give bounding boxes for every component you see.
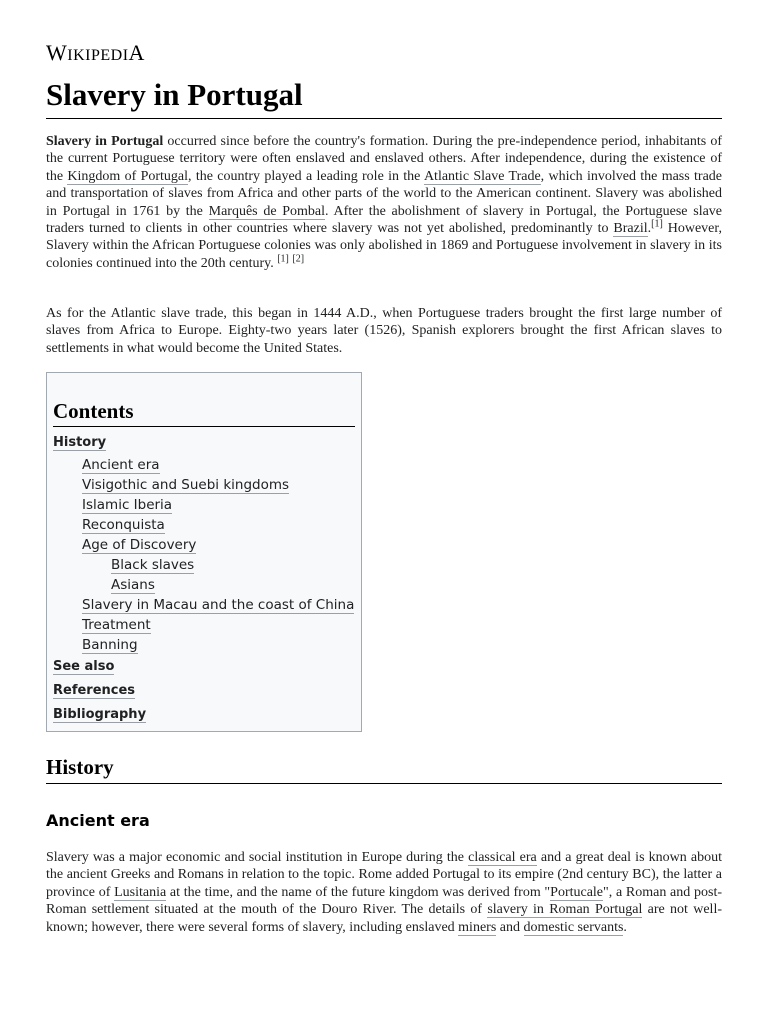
page-title: Slavery in Portugal [46,78,722,119]
link-portucale[interactable]: Portucale [550,884,604,900]
logo-letters: IKIPEDI [67,47,129,64]
text: . [623,919,627,935]
citation-1[interactable]: [1] [651,218,663,230]
subsection-heading-ancient-era: Ancient era [46,811,150,830]
toc-item-see-also[interactable] [53,655,355,679]
toc-title: Contents [53,399,355,427]
text: are not well-known; however, there were several forms of slavery, including enslaved [46,902,722,935]
atlantic-trade-paragraph: As for the Atlantic slave trade, this began in 1444 A.D., when Portuguese traders brought the first large number of slaves from Africa to Europe. Eighty-two years later (1526), Spanish explorers brought the first African slaves to settlements in what would become the United States. [46,306,722,356]
toc-item-visigothic-and-suebi-kingdoms[interactable] [53,475,355,495]
article-subject: Slavery in Portugal [46,134,164,149]
citation-2[interactable]: [2] [292,253,305,265]
link-kingdom-of-portugal[interactable]: Kingdom of Portugal [67,168,189,184]
toc-item-references[interactable] [53,679,355,703]
toc-item-slavery-in-macau-and-the-coast-of-china[interactable] [53,595,355,615]
toc-item-bibliography[interactable] [53,703,355,727]
toc-item-label: Ancient era [82,457,160,473]
toc-item-label: References [53,683,136,698]
toc-item-history[interactable] [53,431,355,455]
table-of-contents [46,372,362,732]
toc-item-label: Islamic Iberia [82,497,173,513]
citation-1[interactable]: [1] [277,253,289,265]
toc-item-black-slaves[interactable] [53,555,355,575]
section-heading-history: History [46,755,722,784]
text: However, Slavery within the African Portuguese colonies was only abolished in 1869 and Portuguese involvement in slavery in its colonies continued into the 20th century. [46,221,722,271]
link-lusitania[interactable]: Lusitania [114,884,167,900]
toc-item-label: Black slaves [111,557,195,573]
toc-item-label: Treatment [82,617,151,633]
ancient-era-paragraph [46,849,722,936]
toc-item-age-of-discovery[interactable] [53,535,355,555]
link-slavery-in-roman-portugal[interactable]: slavery in Roman Portugal [487,902,643,918]
text: ", a Roman and post-Roman settlement situated at the mouth of the Douro River. The details of [46,884,722,918]
toc-item-banning[interactable] [53,635,355,655]
text: , which involved the mass trade and transportation of slaves from Africa and other parts of the world to the American continent. Slavery was abolished in Portugal in 1761 by the [46,168,722,219]
link-miners[interactable]: miners [458,919,497,935]
toc-item-label: Age of Discovery [82,537,197,553]
toc-item-label: Reconquista [82,517,165,533]
toc-item-label: Asians [111,577,155,593]
toc-item-label: See also [53,659,115,674]
text: occurred since before the country's formation. During the pre-independence period, inhabitants of the current Portuguese territory were often enslaved and enslaved others. After independence, during the existence of the [46,134,722,184]
logo-letter: W [46,40,68,65]
toc-item-treatment[interactable] [53,615,355,635]
text: . After the abolishment of slavery in Portugal, the Portuguese slave traders turned to clients in other countries where slavery was not yet abolished, predominantly to [46,203,723,237]
toc-item-asians[interactable] [53,575,355,595]
text: and a great deal is known about the ancient Greeks and Romans in relation to the topic. Rome added Portugal to its empire (2nd century BC), the latter a province of [46,850,722,900]
link-classical-era[interactable]: classical era [468,850,537,865]
link-domestic-servants[interactable]: domestic servants [523,919,624,935]
text: at the time, and the name of the future kingdom was derived from " [166,884,551,900]
toc-item-label: Bibliography [53,707,147,722]
logo-letter: A [128,40,145,65]
text: . [647,221,652,237]
toc-item-islamic-iberia[interactable] [53,495,355,515]
link-marques-de-pombal[interactable]: Marquês de Pombal [208,203,326,219]
toc-item-label: Slavery in Macau and the coast of China [82,597,355,613]
intro-paragraph [46,133,722,272]
toc-item-label: Visigothic and Suebi kingdoms [82,477,290,493]
toc-item-label: Banning [82,637,138,653]
toc-item-label: History [53,435,107,450]
text: , the country played a leading role in the [188,168,424,184]
toc-item-reconquista[interactable] [53,515,355,535]
link-brazil[interactable]: Brazil [613,221,648,237]
text: Slavery was a major economic and social institution in Europe during the [46,850,469,865]
toc-item-ancient-era[interactable] [53,455,355,475]
text: and [496,919,524,935]
link-atlantic-slave-trade[interactable]: Atlantic Slave Trade [423,168,541,184]
wikipedia-logo[interactable] [46,40,145,66]
toc-list [53,431,355,727]
